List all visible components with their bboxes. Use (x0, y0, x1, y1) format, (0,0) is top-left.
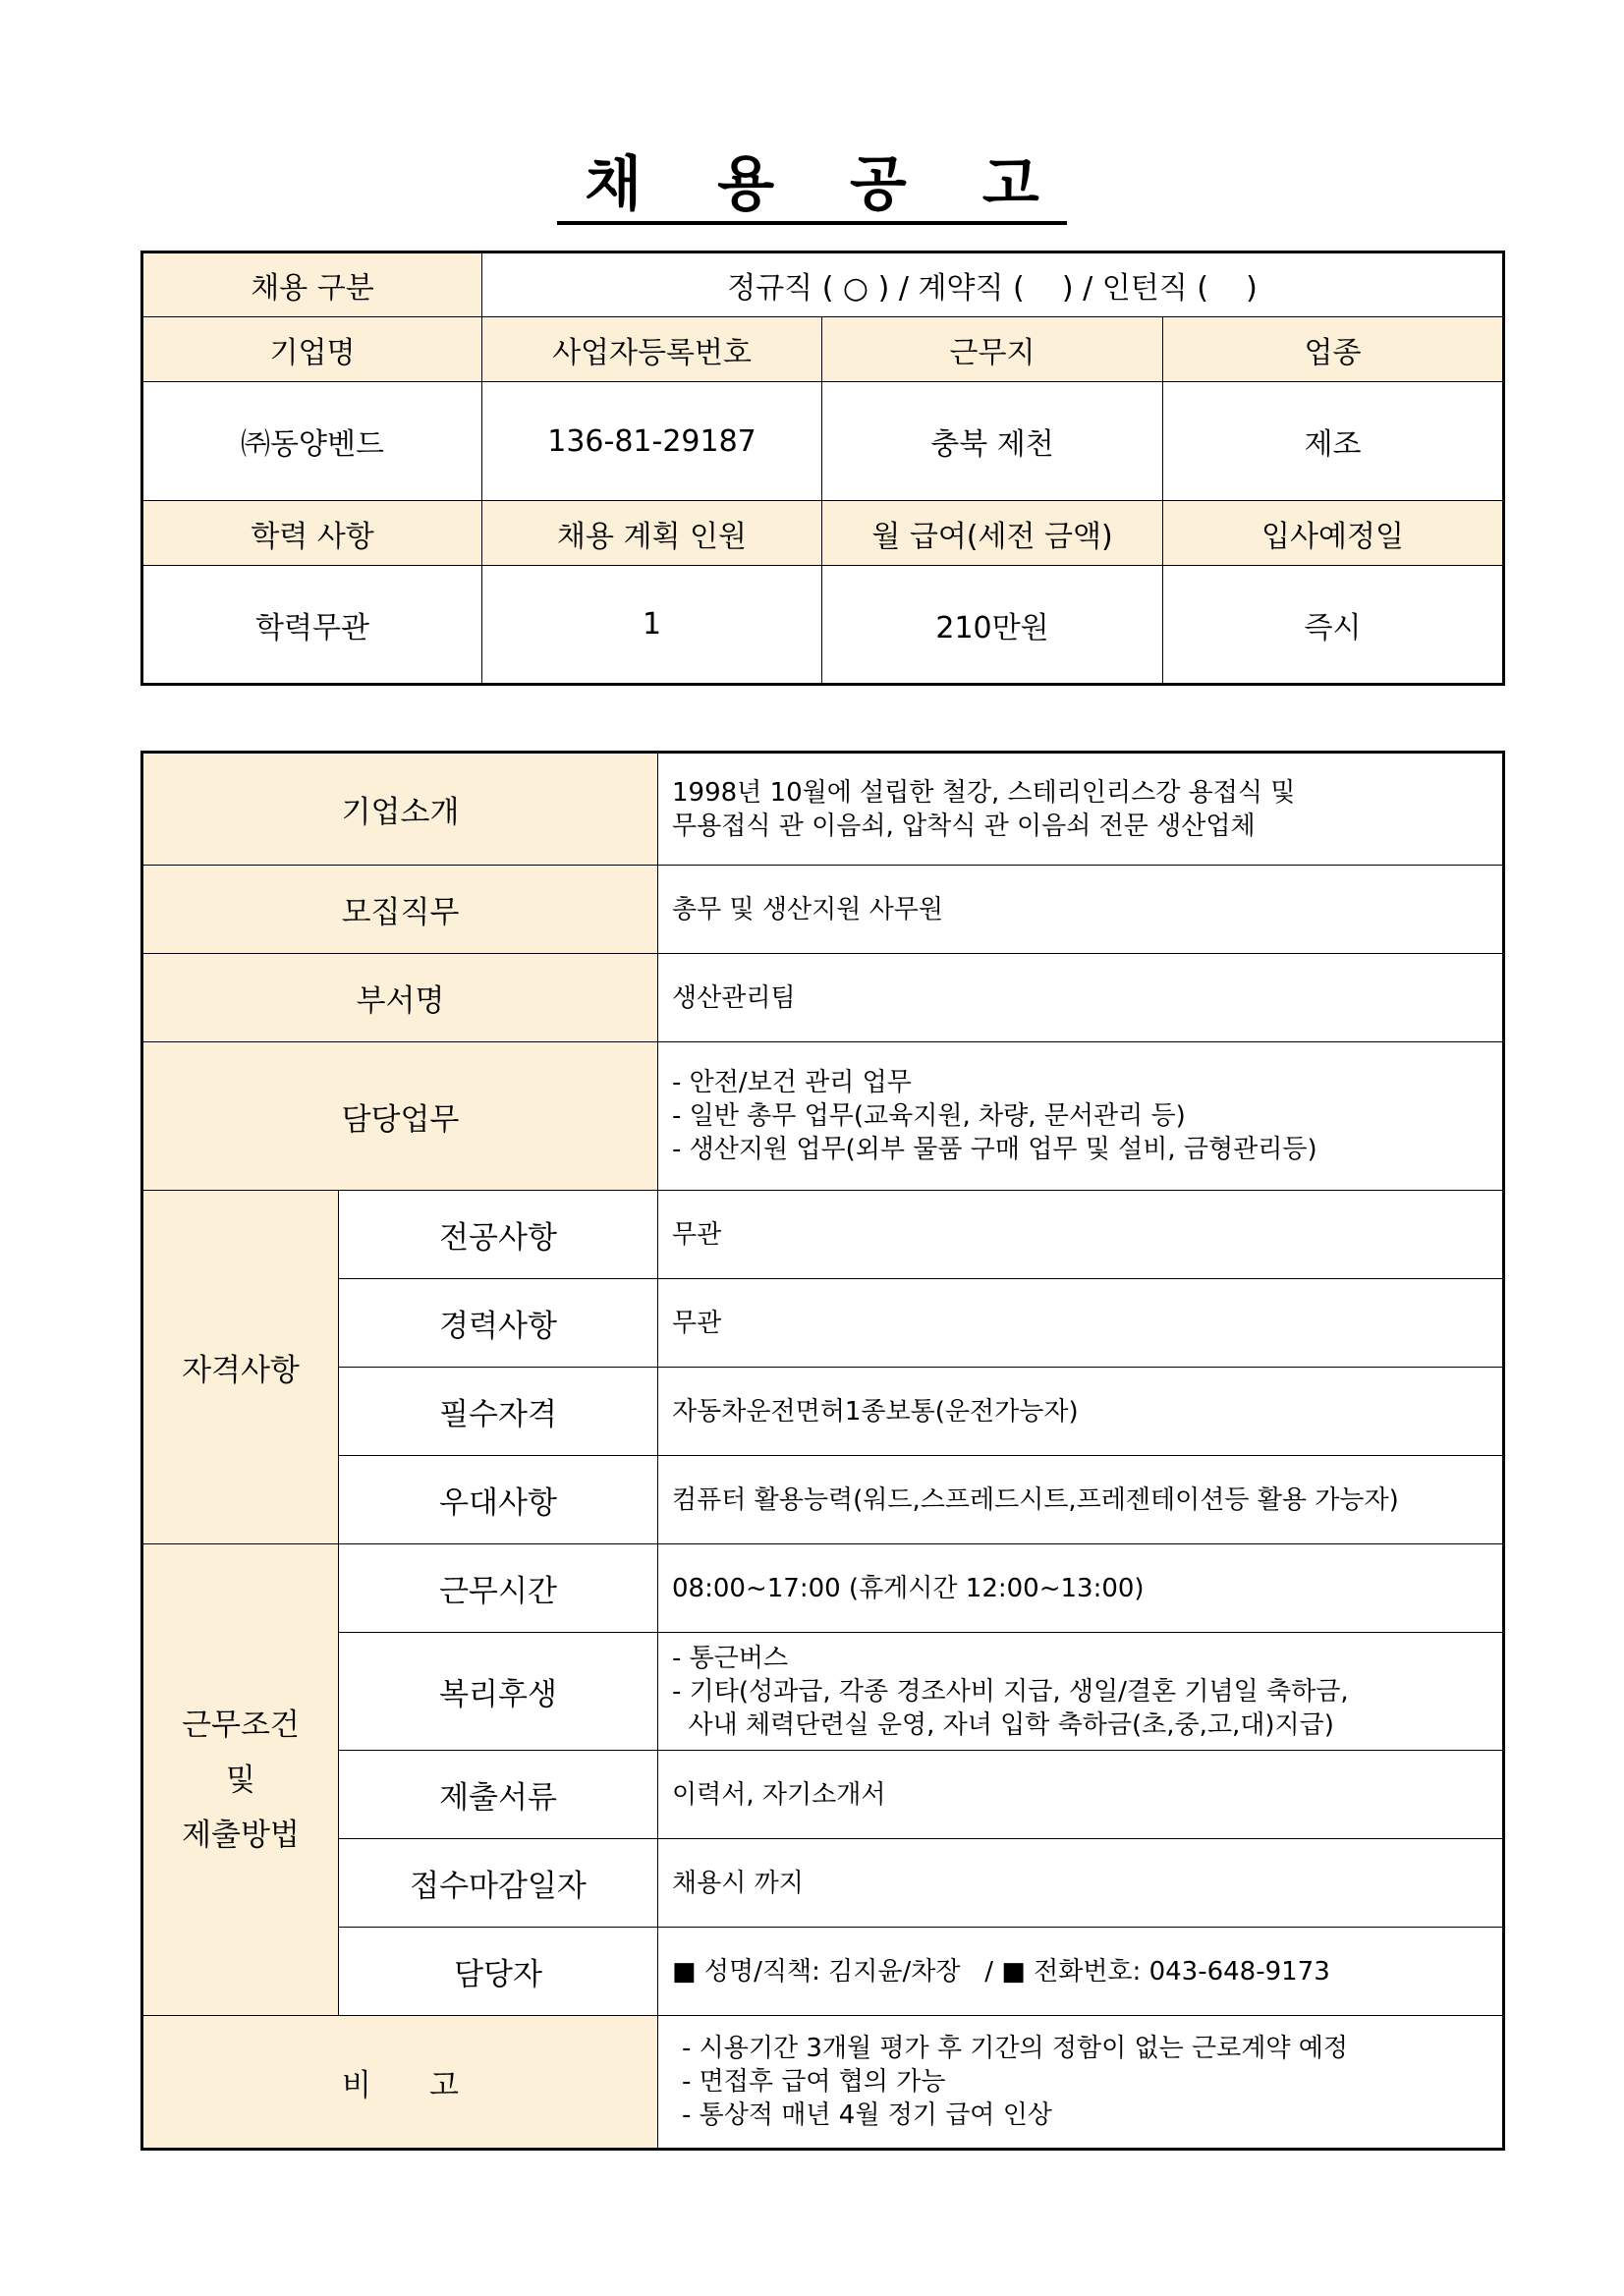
employment-type-label: 채용 구분 (142, 252, 482, 317)
work-location-header: 근무지 (822, 317, 1163, 382)
required-license-label: 필수자격 (339, 1368, 658, 1456)
documents-value: 이력서, 자기소개서 (658, 1751, 1504, 1839)
department-label: 부서명 (142, 954, 658, 1042)
preferred-label: 우대사항 (339, 1456, 658, 1544)
benefits-label: 복리후생 (339, 1633, 658, 1751)
business-number-value: 136-81-29187 (482, 382, 822, 501)
required-license-value: 자동차운전면허1종보통(운전가능자) (658, 1368, 1504, 1456)
company-name-value: ㈜동양벤드 (142, 382, 482, 501)
documents-label: 제출서류 (339, 1751, 658, 1839)
salary-value: 210만원 (822, 566, 1163, 685)
contact-label: 담당자 (339, 1928, 658, 2016)
work-location-value: 충북 제천 (822, 382, 1163, 501)
major-label: 전공사항 (339, 1191, 658, 1279)
remarks-label: 비 고 (142, 2016, 658, 2150)
education-header: 학력 사항 (142, 501, 482, 566)
details-table (140, 751, 1505, 2151)
summary-table (140, 251, 1505, 686)
company-intro-value: 1998년 10월에 설립한 철강, 스테리인리스강 용접식 및 무용접식 관 이음쇠, 압착식 관 이음쇠 전문 생산업체 (658, 753, 1504, 866)
employment-type-value: 정규직 ( ○ ) / 계약직 ( ) / 인턴직 ( ) (482, 252, 1504, 317)
benefits-value: - 통근버스 - 기타(성과급, 각종 경조사비 지급, 생일/결혼 기념일 축하금, 사내 체력단련실 운영, 자녀 입학 축하금(초,중,고,대)지급) (658, 1633, 1504, 1751)
headcount-value: 1 (482, 566, 822, 685)
duties-value: - 안전/보건 관리 업무 - 일반 총무 업무(교육지원, 차량, 문서관리 등) - 생산지원 업무(외부 물품 구매 업무 및 설비, 금형관리등) (658, 1042, 1504, 1191)
contact-value: ■ 성명/직책: 김지윤/차장 / ■ 전화번호: 043-648-9173 (658, 1928, 1504, 2016)
experience-label: 경력사항 (339, 1279, 658, 1368)
work-hours-value: 08:00~17:00 (휴게시간 12:00~13:00) (658, 1544, 1504, 1633)
work-hours-label: 근무시간 (339, 1544, 658, 1633)
deadline-label: 접수마감일자 (339, 1839, 658, 1928)
start-date-value: 즉시 (1163, 566, 1504, 685)
preferred-value: 컴퓨터 활용능력(워드,스프레드시트,프레젠테이션등 활용 가능자) (658, 1456, 1504, 1544)
headcount-header: 채용 계획 인원 (482, 501, 822, 566)
salary-header: 월 급여(세전 금액) (822, 501, 1163, 566)
position-label: 모집직무 (142, 866, 658, 954)
experience-value: 무관 (658, 1279, 1504, 1368)
duties-label: 담당업무 (142, 1042, 658, 1191)
company-intro-label: 기업소개 (142, 753, 658, 866)
department-value: 생산관리팀 (658, 954, 1504, 1042)
start-date-header: 입사예정일 (1163, 501, 1504, 566)
company-name-header: 기업명 (142, 317, 482, 382)
major-value: 무관 (658, 1191, 1504, 1279)
qualifications-label: 자격사항 (142, 1191, 339, 1544)
industry-value: 제조 (1163, 382, 1504, 501)
industry-header: 업종 (1163, 317, 1504, 382)
education-value: 학력무관 (142, 566, 482, 685)
deadline-value: 채용시 까지 (658, 1839, 1504, 1928)
conditions-label: 근무조건 및 제출방법 (142, 1544, 339, 2016)
remarks-value: - 시용기간 3개월 평가 후 기간의 정함이 없는 근로계약 예정 - 면접후 급여 협의 가능 - 통상적 매년 4월 정기 급여 인상 (658, 2016, 1504, 2150)
business-number-header: 사업자등록번호 (482, 317, 822, 382)
position-value: 총무 및 생산지원 사무원 (658, 866, 1504, 954)
page-title: 채 용 공 고 (0, 138, 1624, 222)
